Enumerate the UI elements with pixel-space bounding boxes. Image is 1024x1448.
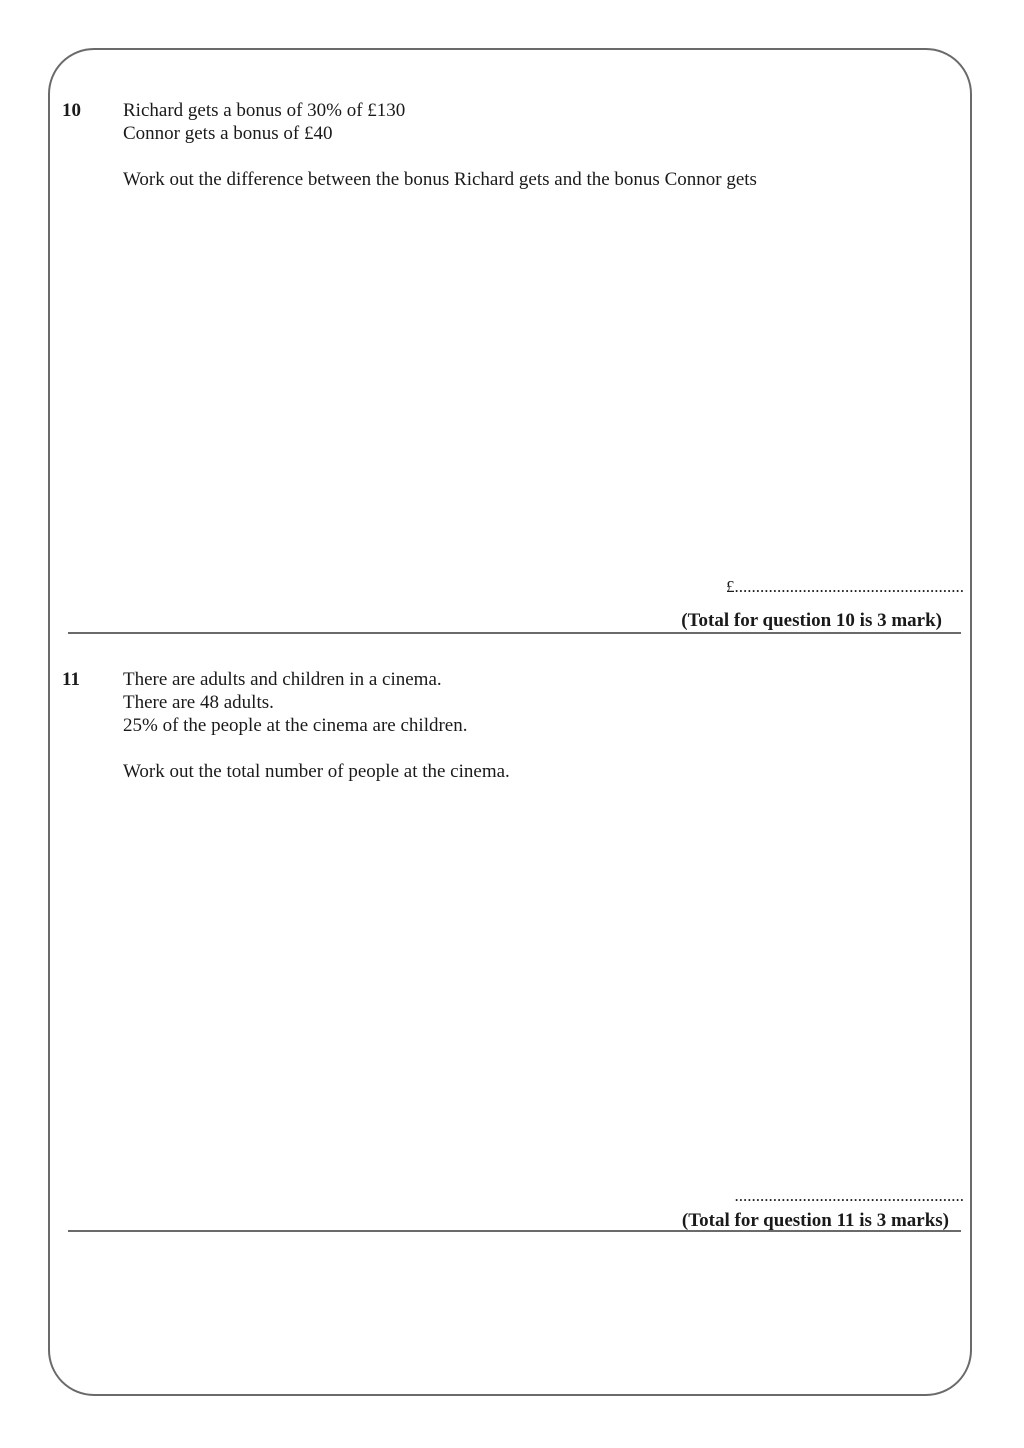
question-11-line-3: 25% of the people at the cinema are children.	[123, 715, 468, 736]
answer-dots: ......................................................	[734, 577, 964, 596]
question-11-total: (Total for question 11 is 3 marks)	[681, 1210, 949, 1231]
question-10-spacer	[123, 145, 757, 168]
question-10-number: 10	[62, 100, 81, 121]
question-11-instruction: Work out the total number of people at the cinema.	[123, 761, 510, 782]
answer-dots: ......................................................	[734, 1186, 964, 1205]
question-10-answer-line[interactable]	[726, 577, 964, 597]
question-11-spacer	[123, 737, 510, 760]
question-10-text	[123, 99, 757, 191]
question-10-instruction: Work out the difference between the bonus Richard gets and the bonus Connor gets	[123, 169, 757, 190]
question-11-answer-line[interactable]	[735, 1186, 965, 1206]
question-10-divider	[68, 632, 961, 634]
question-11-text	[123, 668, 510, 783]
question-11-divider	[68, 1230, 961, 1232]
question-11-line-2: There are 48 adults.	[123, 692, 274, 713]
question-10-total: (Total for question 10 is 3 mark)	[681, 610, 942, 631]
question-11-line-1: There are adults and children in a cinema.	[123, 669, 442, 690]
question-10-line-1: Richard gets a bonus of 30% of £130	[123, 100, 406, 121]
pound-sign: £	[726, 577, 735, 596]
question-11-number: 11	[62, 669, 80, 690]
question-10-line-2: Connor gets a bonus of £40	[123, 123, 333, 144]
